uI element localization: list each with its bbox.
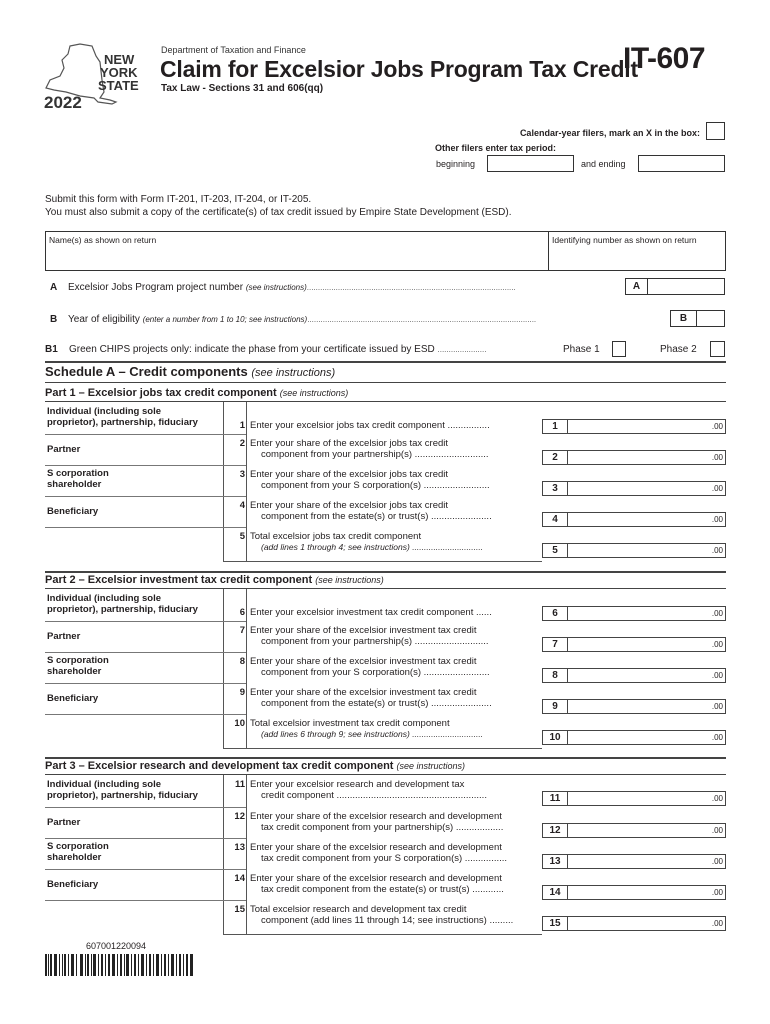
line-number: 12: [234, 811, 245, 822]
line-number: 15: [234, 904, 245, 915]
name-input[interactable]: [48, 246, 546, 270]
divider: [45, 900, 246, 901]
id-number-input[interactable]: [551, 246, 725, 270]
divider: [45, 571, 726, 573]
divider: [45, 465, 246, 466]
line-9-amount[interactable]: 9 .00: [542, 699, 726, 714]
other-filers-label: Other filers enter tax period:: [435, 143, 557, 153]
id-number-label: Identifying number as shown on return: [552, 235, 697, 245]
divider: [45, 652, 246, 653]
line-4-description: Enter your share of the excelsior jobs tax credit component from the estate(s) or trust(s) .......................: [250, 500, 492, 522]
filer-type-partner: Partner: [47, 631, 81, 642]
line-number: 3: [239, 469, 245, 480]
line-number: 10: [234, 718, 245, 729]
svg-text:YORK: YORK: [100, 65, 138, 80]
line-number: 13: [234, 842, 245, 853]
line-5-description: Total excelsior jobs tax credit component (add lines 1 through 4; see instructions) ..............................: [250, 531, 484, 552]
filer-type-partner: Partner: [47, 817, 81, 828]
filer-type-beneficiary: Beneficiary: [47, 506, 99, 517]
beginning-label: beginning: [436, 159, 476, 169]
line-11-description: Enter your excelsior research and development tax credit component .........................................................: [250, 779, 487, 801]
part-3-grid: [45, 775, 726, 935]
line-1-description: Enter your excelsior jobs tax credit component ................: [250, 420, 490, 431]
line-number: 14: [234, 873, 245, 884]
svg-text:2022: 2022: [44, 93, 82, 112]
new-york-state-logo: [40, 40, 158, 112]
divider: [45, 434, 246, 435]
line-6-description: Enter your excelsior investment tax credit component ......: [250, 607, 492, 618]
department-name: Department of Taxation and Finance: [161, 45, 306, 55]
line-number: 7: [239, 625, 245, 636]
calendar-year-checkbox[interactable]: [706, 122, 725, 140]
line-6-amount[interactable]: 6 .00: [542, 606, 726, 621]
line-2-description: Enter your share of the excelsior jobs tax credit component from your partnership(s) ............................: [250, 438, 489, 460]
line-13-description: Enter your share of the excelsior research and development tax credit component from your S corporation(s) ................: [250, 842, 508, 864]
divider: [548, 232, 549, 270]
barcode-icon: [45, 954, 193, 976]
divider: [246, 775, 247, 935]
line-b1: B1 Green CHIPS projects only: indicate the phase from your certificate issued by ESD ......................: [45, 344, 487, 355]
divider: [45, 838, 246, 839]
line-number: 11: [234, 779, 245, 790]
line-7-description: Enter your share of the excelsior investment tax credit component from your partnership(s) ............................: [250, 625, 489, 647]
divider: [45, 683, 246, 684]
filer-type-beneficiary: Beneficiary: [47, 693, 99, 704]
part-2-title: Part 2 – Excelsior investment tax credit component (see instructions): [45, 574, 384, 586]
line-9-description: Enter your share of the excelsior investment tax credit component from the estate(s) or trust(s) .......................: [250, 687, 492, 709]
divider: [45, 382, 726, 383]
line-8-description: Enter your share of the excelsior investment tax credit component from your S corporation(s) .........................: [250, 656, 490, 678]
part-3-title: Part 3 – Excelsior research and development tax credit component (see instructions): [45, 760, 466, 772]
line-number: 1: [239, 420, 245, 431]
line-number: 6: [239, 607, 245, 618]
line-number: 4: [239, 500, 245, 511]
line-12-amount[interactable]: 12 .00: [542, 823, 726, 838]
divider: [246, 402, 247, 562]
form-title: Claim for Excelsior Jobs Program Tax Credit: [160, 56, 638, 82]
form-number: IT-607: [623, 42, 706, 75]
phase-1-label: Phase 1: [563, 344, 600, 355]
name-label: Name(s) as shown on return: [49, 235, 157, 245]
line-10-description: Total excelsior investment tax credit component (add lines 6 through 9; see instructions) ..............................: [250, 718, 484, 739]
phase-2-checkbox[interactable]: [710, 341, 725, 357]
filer-type-s-corp: S corporation shareholder: [47, 841, 109, 863]
line-13-amount[interactable]: 13 .00: [542, 854, 726, 869]
line-4-amount[interactable]: 4 .00: [542, 512, 726, 527]
line-b-field[interactable]: B: [670, 310, 725, 327]
line-3-amount[interactable]: 3 .00: [542, 481, 726, 496]
beginning-date-input[interactable]: [487, 155, 574, 172]
divider: [223, 561, 542, 562]
line-number: 8: [239, 656, 245, 667]
barcode-number: 607001220094: [86, 941, 147, 951]
divider: [45, 714, 246, 715]
divider: [223, 934, 542, 935]
filer-type-individual: Individual (including sole proprietor), partnership, fiduciary: [47, 779, 198, 801]
divider: [45, 807, 246, 808]
svg-text:STATE: STATE: [98, 78, 139, 93]
ending-date-input[interactable]: [638, 155, 725, 172]
line-b: B Year of eligibility (enter a number from 1 to 10; see instructions).......................................................................................................: [50, 314, 537, 325]
line-10-amount[interactable]: 10 .00: [542, 730, 726, 745]
divider: [45, 869, 246, 870]
line-a: A Excelsior Jobs Program project number (see instructions)..............................................................................................: [50, 282, 516, 293]
line-12-description: Enter your share of the excelsior research and development tax credit component from your partnership(s) ..................: [250, 811, 504, 833]
filer-type-s-corp: S corporation shareholder: [47, 655, 109, 677]
phase-1-checkbox[interactable]: [612, 341, 626, 357]
submit-instruction: Submit this form with Form IT-201, IT-203, IT-204, or IT-205.: [45, 194, 312, 205]
line-7-amount[interactable]: 7 .00: [542, 637, 726, 652]
line-number: 2: [239, 438, 245, 449]
line-15-amount[interactable]: 15 .00: [542, 916, 726, 931]
ending-label: and ending: [581, 159, 626, 169]
line-2-amount[interactable]: 2 .00: [542, 450, 726, 465]
divider: [45, 496, 246, 497]
line-15-description: Total excelsior research and development tax credit component (add lines 11 through 14; see instructions) .........: [250, 904, 514, 926]
filer-type-partner: Partner: [47, 444, 81, 455]
line-11-amount[interactable]: 11 .00: [542, 791, 726, 806]
line-14-amount[interactable]: 14 .00: [542, 885, 726, 900]
svg-text:NEW: NEW: [104, 52, 135, 67]
line-14-description: Enter your share of the excelsior research and development tax credit component from the estate(s) or trust(s) ............: [250, 873, 504, 895]
schedule-title: Schedule A – Credit components (see instructions): [45, 364, 336, 379]
line-number: 9: [239, 687, 245, 698]
filer-type-s-corp: S corporation shareholder: [47, 468, 109, 490]
line-8-amount[interactable]: 8 .00: [542, 668, 726, 683]
line-a-field[interactable]: A: [625, 278, 725, 295]
line-3-description: Enter your share of the excelsior jobs tax credit component from your S corporation(s) .........................: [250, 469, 490, 491]
line-1-amount[interactable]: 1 .00: [542, 419, 726, 434]
identity-box: [45, 231, 726, 271]
filer-type-beneficiary: Beneficiary: [47, 879, 99, 890]
divider: [45, 527, 246, 528]
part-1-title: Part 1 – Excelsior jobs tax credit component (see instructions): [45, 387, 349, 399]
line-5-amount[interactable]: 5 .00: [542, 543, 726, 558]
filer-type-individual: Individual (including sole proprietor), partnership, fiduciary: [47, 593, 198, 615]
divider: [246, 589, 247, 749]
divider: [45, 621, 246, 622]
certificate-instruction: You must also submit a copy of the certificate(s) of tax credit issued by Empire State Development (ESD).: [45, 207, 512, 218]
part-2-grid: [45, 589, 726, 749]
divider: [45, 757, 726, 759]
line-number: 5: [239, 531, 245, 542]
filer-type-individual: Individual (including sole proprietor), partnership, fiduciary: [47, 406, 198, 428]
calendar-year-label: Calendar-year filers, mark an X in the box:: [519, 128, 700, 138]
part-1-grid: [45, 402, 726, 562]
divider: [223, 748, 542, 749]
divider: [45, 361, 726, 363]
phase-2-label: Phase 2: [660, 344, 697, 355]
form-subtitle: Tax Law - Sections 31 and 606(qq): [161, 83, 324, 94]
